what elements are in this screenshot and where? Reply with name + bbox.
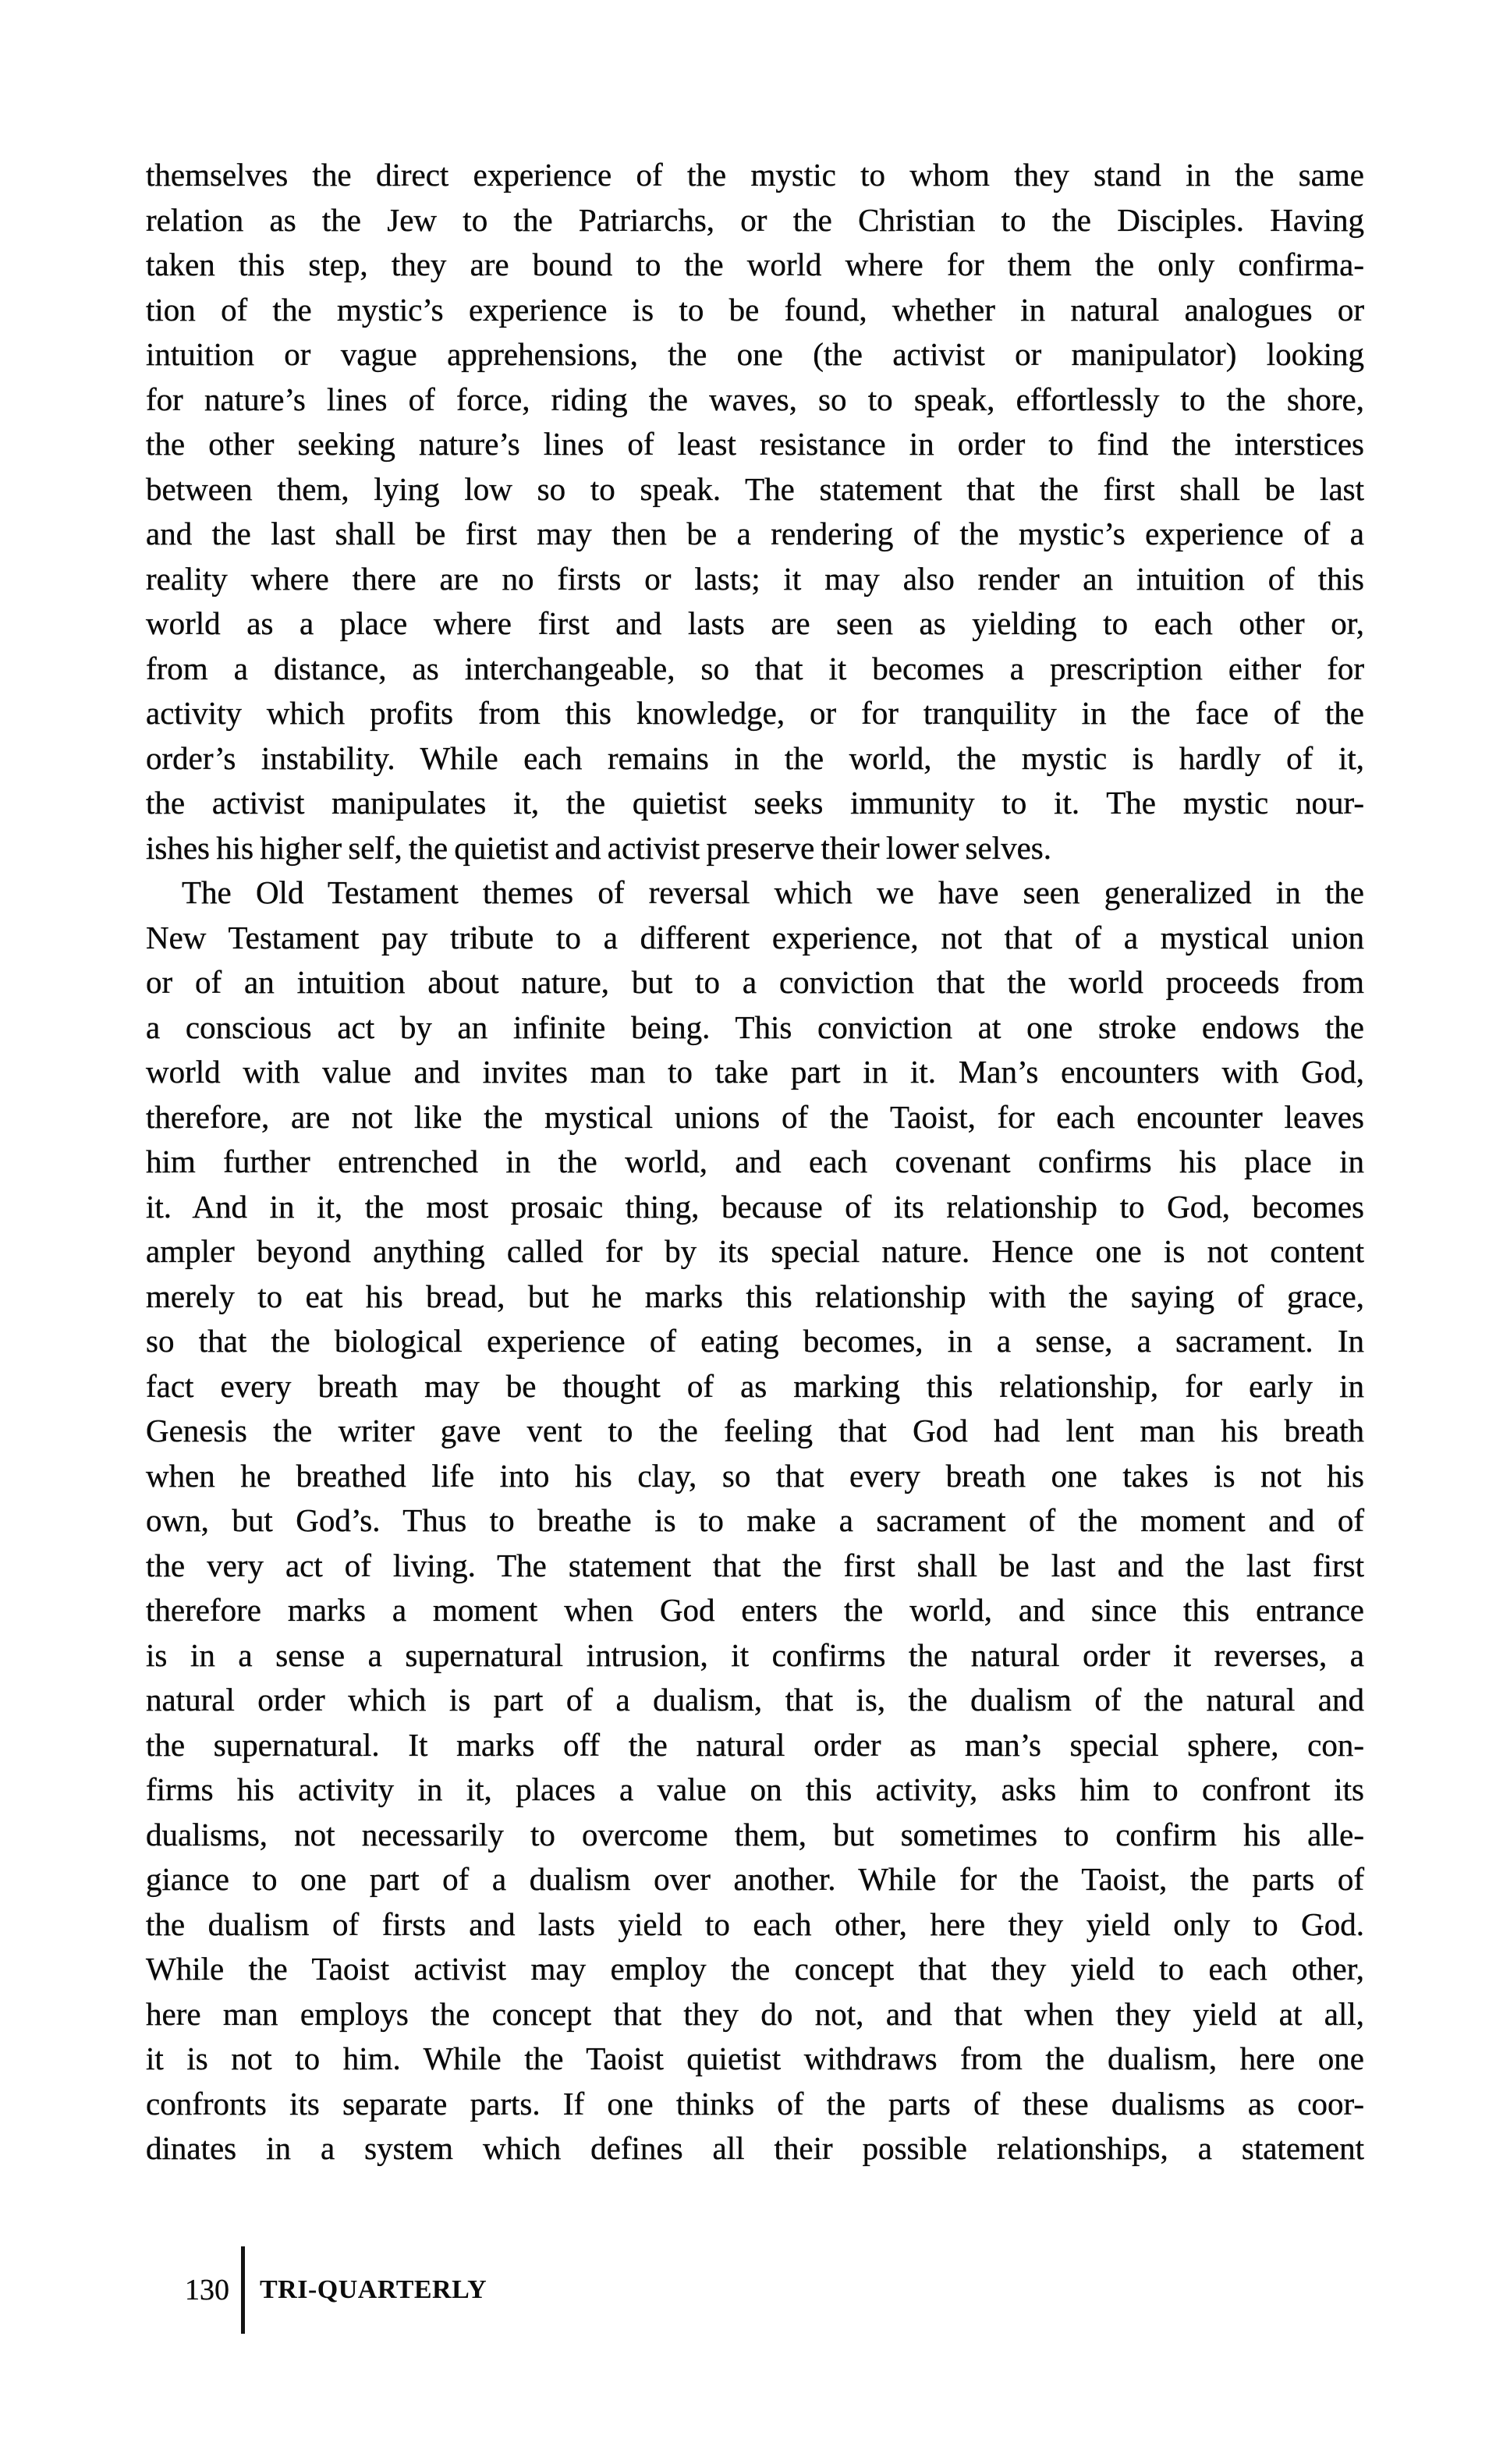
text-line: from a distance, as interchangeable, so that it becomes a prescription either for xyxy=(146,650,1364,686)
text-line: tion of the mystic’s experience is to be found, whether in natural analogues or xyxy=(146,291,1364,328)
text-line: it is not to him. While the Taoist quietist withdraws from the dualism, here one xyxy=(146,2040,1364,2076)
text-line: the supernatural. It marks off the natural order as man’s special sphere, con- xyxy=(146,1726,1364,1763)
text-line: natural order which is part of a dualism, that is, the dualism of the natural and xyxy=(146,1682,1364,1718)
text-line: him further entrenched in the world, and each covenant confirms his place in xyxy=(146,1143,1364,1179)
text-line: themselves the direct experience of the mystic to whom they stand in the same xyxy=(146,157,1364,193)
text-block xyxy=(146,153,1364,2172)
text-line: dualisms, not necessarily to overcome them, but sometimes to confirm his alle- xyxy=(146,1816,1364,1852)
paragraph xyxy=(146,153,1364,870)
journal-name: TRI-QUARTERLY xyxy=(260,2275,487,2304)
text-line: reality where there are no firsts or lasts; it may also render an intuition of this xyxy=(146,560,1364,597)
text-line: ampler beyond anything called for by its special nature. Hence one is not content xyxy=(146,1233,1364,1269)
text-line: between them, lying low so to speak. The statement that the first shall be last xyxy=(146,470,1364,507)
text-line: when he breathed life into his clay, so that every breath one takes is not his xyxy=(146,1457,1364,1494)
footer xyxy=(185,2246,487,2334)
text-line: taken this step, they are bound to the world where for them the only confirma- xyxy=(146,246,1364,282)
text-line: a conscious act by an infinite being. This conviction at one stroke endows the xyxy=(146,1009,1364,1045)
text-line: the other seeking nature’s lines of least resistance in order to find the interstices xyxy=(146,426,1364,462)
text-line: firms his activity in it, places a value on this activity, asks him to confront its xyxy=(146,1771,1364,1807)
paragraph xyxy=(146,870,1364,2172)
text-line: for nature’s lines of force, riding the waves, so to speak, effortlessly to the shore, xyxy=(146,381,1364,417)
text-line: therefore marks a moment when God enters the world, and since this entrance xyxy=(146,1592,1364,1628)
text-line: fact every breath may be thought of as marking this relationship, for early in xyxy=(146,1367,1364,1404)
text-line: intuition or vague apprehensions, the one (the activist or manipulator) looking xyxy=(146,336,1364,372)
text-line: or of an intuition about nature, but to a conviction that the world proceeds from xyxy=(146,964,1364,1000)
text-line: therefore, are not like the mystical unions of the Taoist, for each encounter leaves xyxy=(146,1098,1364,1135)
text-line: it. And in it, the most prosaic thing, because of its relationship to God, becomes xyxy=(146,1188,1364,1225)
text-line: world as a place where first and lasts are seen as yielding to each other or, xyxy=(146,605,1364,641)
text-line: own, but God’s. Thus to breathe is to make a sacrament of the moment and of xyxy=(146,1502,1364,1538)
text-line: The Old Testament themes of reversal which we have seen generalized in the xyxy=(182,874,1364,910)
text-line: giance to one part of a dualism over another. While for the Taoist, the parts of xyxy=(146,1861,1364,1897)
text-line: merely to eat his bread, but he marks this relationship with the saying of grace, xyxy=(146,1278,1364,1314)
text-line: dinates in a system which defines all their possible relationships, a statement xyxy=(146,2130,1364,2166)
text-line: activity which profits from this knowledge, or for tranquility in the face of the xyxy=(146,695,1364,731)
footer-divider xyxy=(241,2246,245,2334)
page-number: 130 xyxy=(185,2274,229,2306)
text-line: confronts its separate parts. If one thinks of the parts of these dualisms as coor- xyxy=(146,2085,1364,2122)
text-line: so that the biological experience of eating becomes, in a sense, a sacrament. In xyxy=(146,1323,1364,1359)
text-line: Genesis the writer gave vent to the feeling that God had lent man his breath xyxy=(146,1413,1364,1448)
text-line: here man employs the concept that they do not, and that when they yield at all, xyxy=(146,1995,1364,2032)
text-line: world with value and invites man to take part in it. Man’s encounters with God, xyxy=(146,1054,1364,1090)
text-line: relation as the Jew to the Patriarchs, or the Christian to the Disciples. Having xyxy=(146,201,1364,238)
text-line: and the last shall be first may then be a rendering of the mystic’s experience of a xyxy=(146,516,1364,551)
text-line: While the Taoist activist may employ the concept that they yield to each other, xyxy=(146,1951,1364,1987)
text-line: the activist manipulates it, the quietist seeks immunity to it. The mystic nour- xyxy=(146,785,1364,821)
text-line: order’s instability. While each remains in the world, the mystic is hardly of it, xyxy=(146,739,1364,776)
text-line: the very act of living. The statement that the first shall be last and the last first xyxy=(146,1547,1364,1583)
text-line: New Testament pay tribute to a different experience, not that of a mystical union xyxy=(146,919,1364,955)
text-line: is in a sense a supernatural intrusion, it confirms the natural order it reverses, a xyxy=(146,1636,1364,1673)
text-line: ishes his higher self, the quietist and activist preserve their lower selves. xyxy=(146,829,1051,866)
text-line: the dualism of firsts and lasts yield to each other, here they yield only to God. xyxy=(146,1906,1364,1942)
